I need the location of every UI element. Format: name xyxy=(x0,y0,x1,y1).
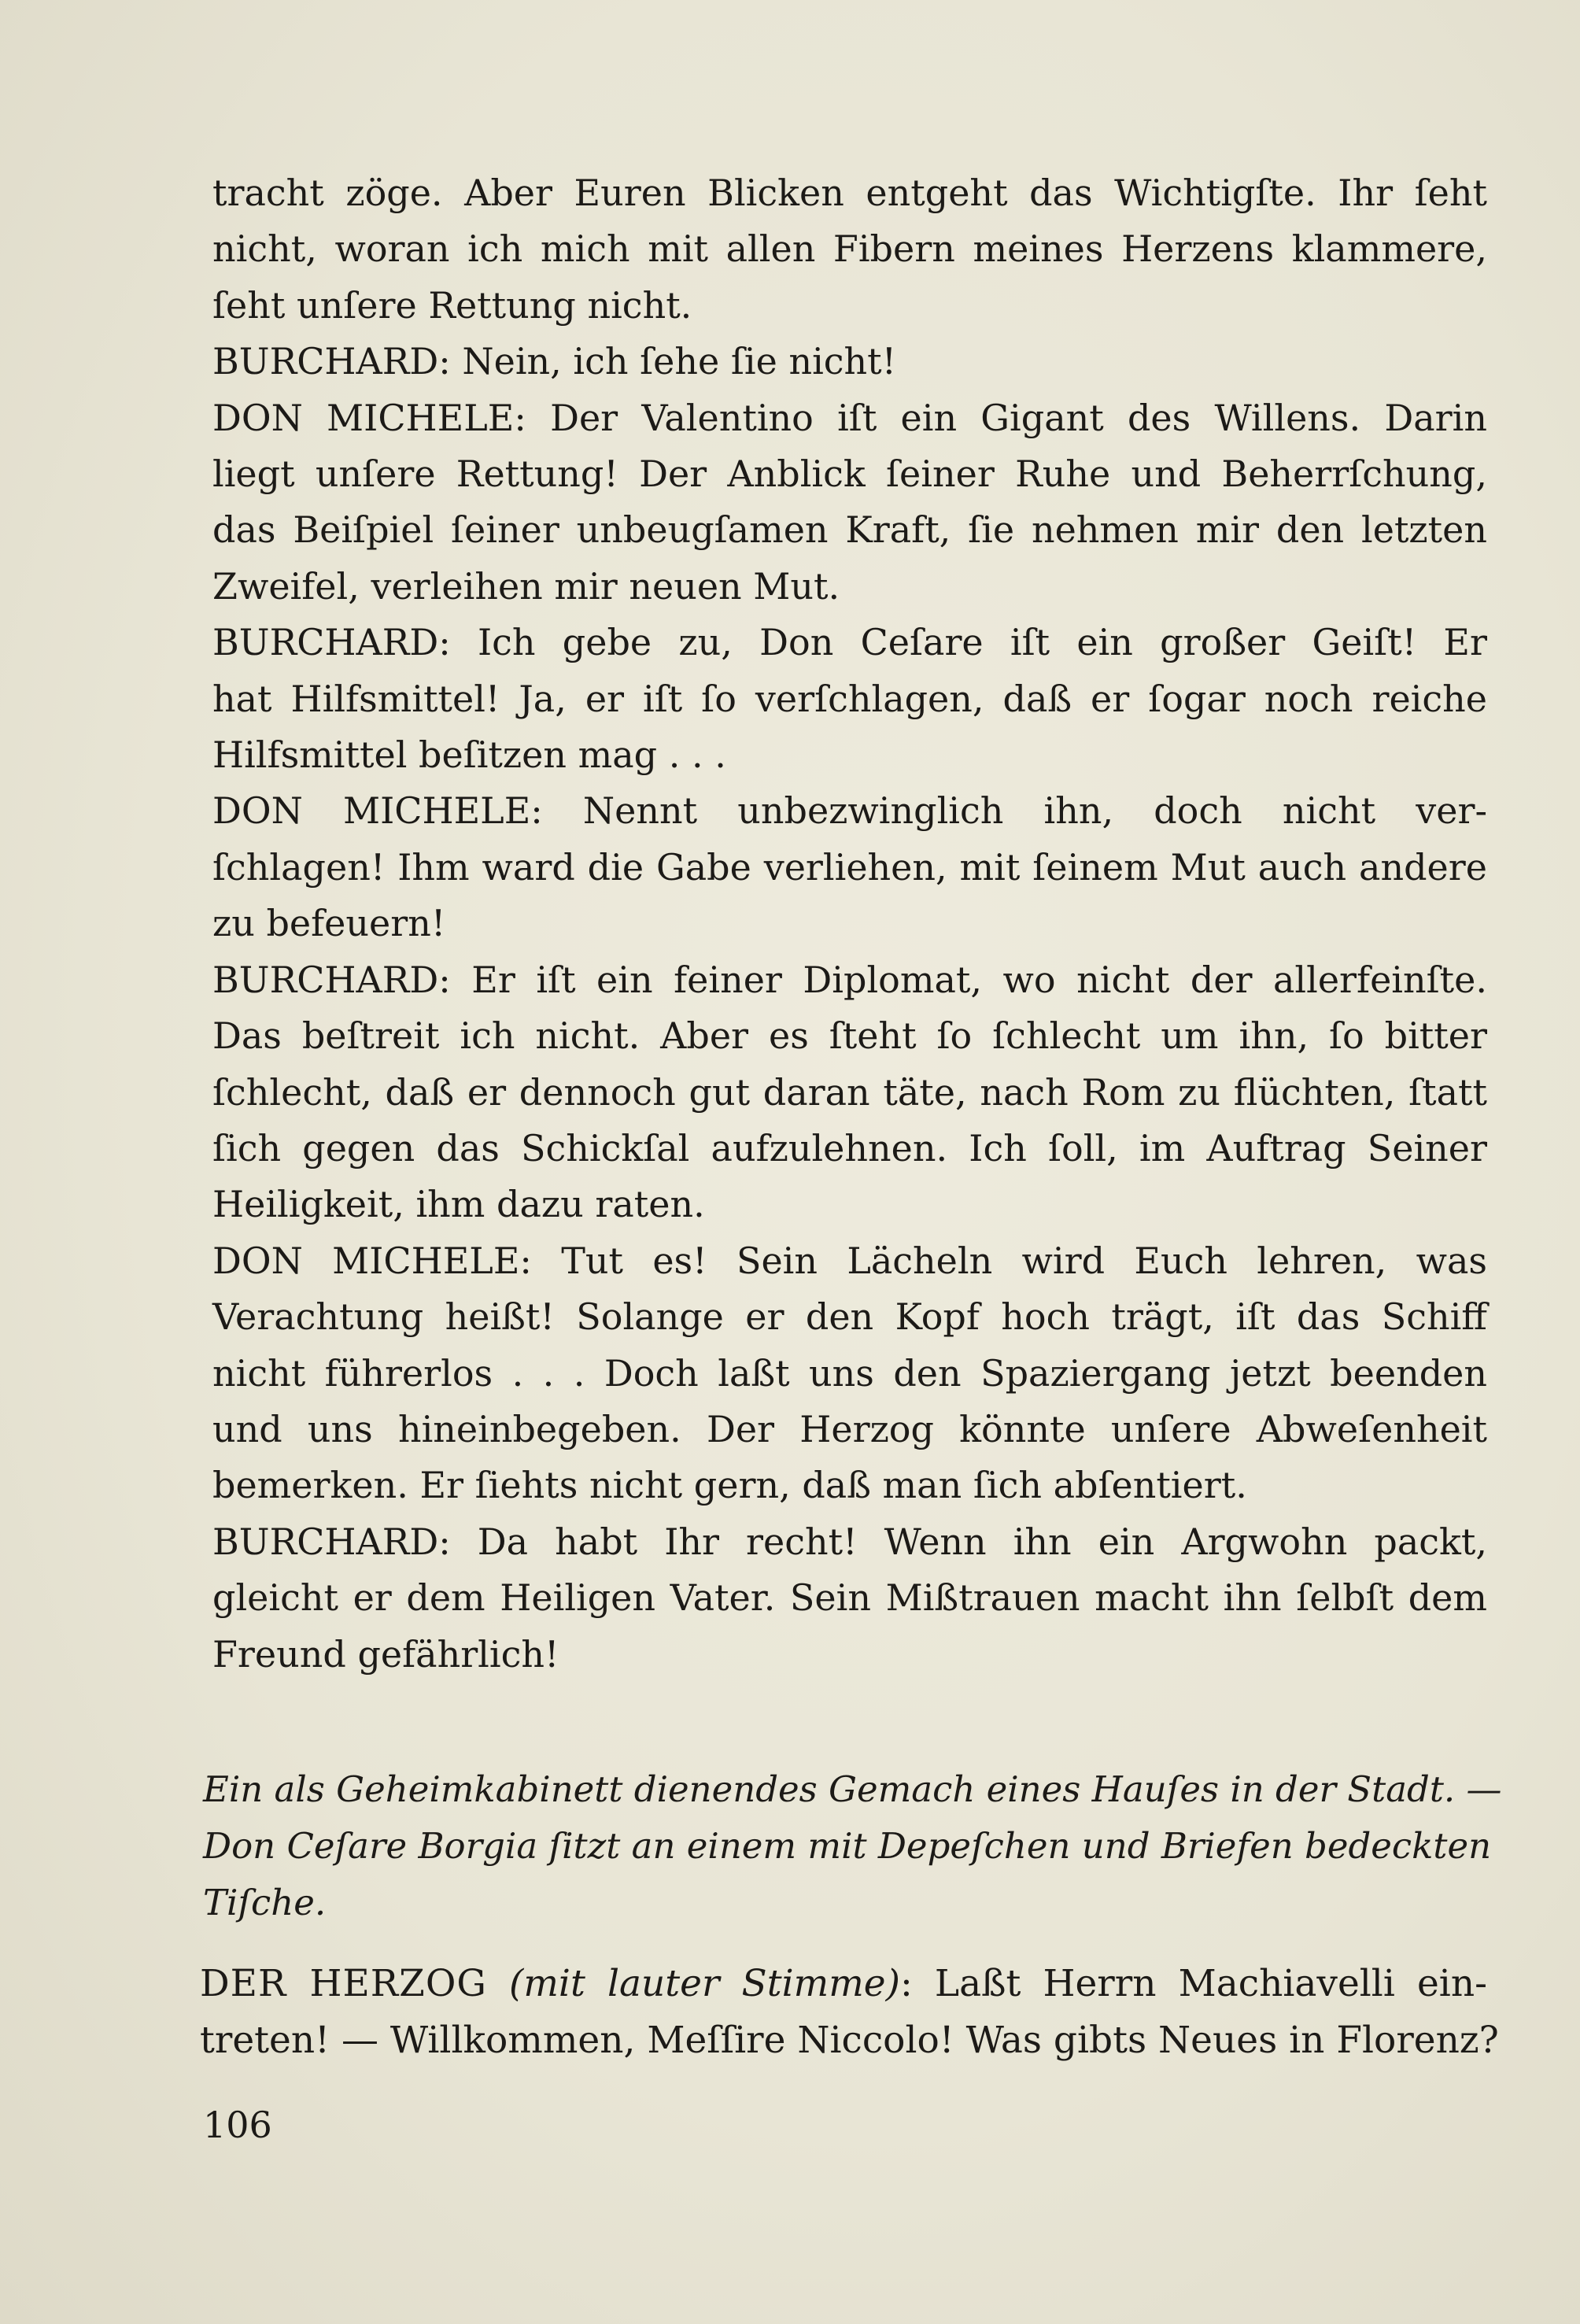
text-line: nicht, woran ich mich mit allen Fibern meines Herzens klammere, xyxy=(212,227,1487,271)
text-line: tracht zöge. Aber Euren Blicken entgeht das Wichtigſte. Ihr ſeht xyxy=(212,172,1487,214)
text-line: Freund gefährlich! xyxy=(212,1632,559,1676)
text-line: DON MICHELE: Der Valentino iſt ein Gigant des Willens. Darin xyxy=(212,396,1487,439)
text-line: BURCHARD: Da habt Ihr recht! Wenn ihn ein Argwohn packt, xyxy=(212,1520,1487,1563)
stage-direction-line: Ein als Geheimkabinett dienendes Gemach eines Hauſes in der Stadt. — xyxy=(203,1768,1502,1810)
stage-direction xyxy=(203,1761,1502,1931)
final-speech-line-2: treten! — Willkommen, Meſſire Niccolo! Was gibts Neues in Florenz? xyxy=(200,2019,1499,2062)
text-line: Hilfsmittel beſitzen mag . . . xyxy=(212,733,726,777)
text-line: zu befeuern! xyxy=(212,902,446,945)
text-line: nicht führerlos . . . Doch laßt uns den Spaziergang jetzt beenden xyxy=(212,1351,1487,1395)
text-line: BURCHARD: Ich gebe zu, Don Ceſare iſt ein großer Geiſt! Er xyxy=(212,621,1487,664)
speaker-direction: (mit lauter Stimme) xyxy=(509,1962,900,2005)
text-line: DON MICHELE: Nennt unbezwinglich ihn, doch nicht ver- xyxy=(212,789,1487,833)
stage-direction-line: Don Ceſare Borgia ſitzt an einem mit Depeſchen und Briefen bedeckten xyxy=(203,1825,1492,1867)
stage-direction-line: Tiſche. xyxy=(203,1882,327,1923)
text-line: DON MICHELE: Tut es! Sein Lächeln wird Euch lehren, was xyxy=(212,1239,1487,1282)
text-line: Zweifel, verleihen mir neuen Mut. xyxy=(212,564,840,608)
text-line: bemerken. Er ſiehts nicht gern, daß man ſich abſentiert. xyxy=(212,1464,1247,1507)
text-line: ſeht unſere Rettung nicht. xyxy=(212,283,692,327)
text-line: und uns hineinbegeben. Der Herzog könnte unſere Abweſenheit xyxy=(212,1407,1487,1450)
text-line: Heiligkeit, ihm dazu raten. xyxy=(212,1183,705,1226)
text-line: gleicht er dem Heiligen Vater. Sein Mißtrauen macht ihn ſelbſt dem xyxy=(212,1576,1487,1620)
text-line: ſchlagen! Ihm ward die Gabe verliehen, mit ſeinem Mut auch andere xyxy=(212,845,1487,889)
final-speech-line-1 xyxy=(200,1956,1487,2012)
text-line: das Beiſpiel ſeiner unbeugſamen Kraft, ſie nehmen mir den letzten xyxy=(212,508,1487,552)
final-speech xyxy=(200,1956,1499,2069)
speaker-name: DER HERZOG xyxy=(200,1962,487,2005)
text-line: BURCHARD: Nein, ich ſehe ſie nicht! xyxy=(212,340,897,383)
text-line: ſich gegen das Schickſal aufzulehnen. Ich ſoll, im Auftrag Seiner xyxy=(212,1126,1487,1169)
text-line: liegt unſere Rettung! Der Anblick ſeiner Ruhe und Beherrſchung, xyxy=(212,453,1487,496)
speech-text: : Laßt Herrn Machiavelli ein- xyxy=(899,1962,1487,2005)
text-line: hat Hilfsmittel! Ja, er iſt ſo verſchlagen, daß er ſogar noch reiche xyxy=(212,677,1487,720)
text-line: Das beſtreit ich nicht. Aber es ſteht ſo ſchlecht um ihn, ſo bitter xyxy=(212,1014,1487,1058)
dialogue-text xyxy=(212,165,1487,1683)
text-line: BURCHARD: Er iſt ein feiner Diplomat, wo nicht der allerfeinſte. xyxy=(212,958,1487,1001)
page-number: 106 xyxy=(203,2104,272,2146)
text-line: Verachtung heißt! Solange er den Kopf hoch trägt, iſt das Schiff xyxy=(212,1295,1487,1339)
text-line: ſchlecht, daß er dennoch gut daran täte, nach Rom zu flüchten, ſtatt xyxy=(212,1070,1487,1114)
